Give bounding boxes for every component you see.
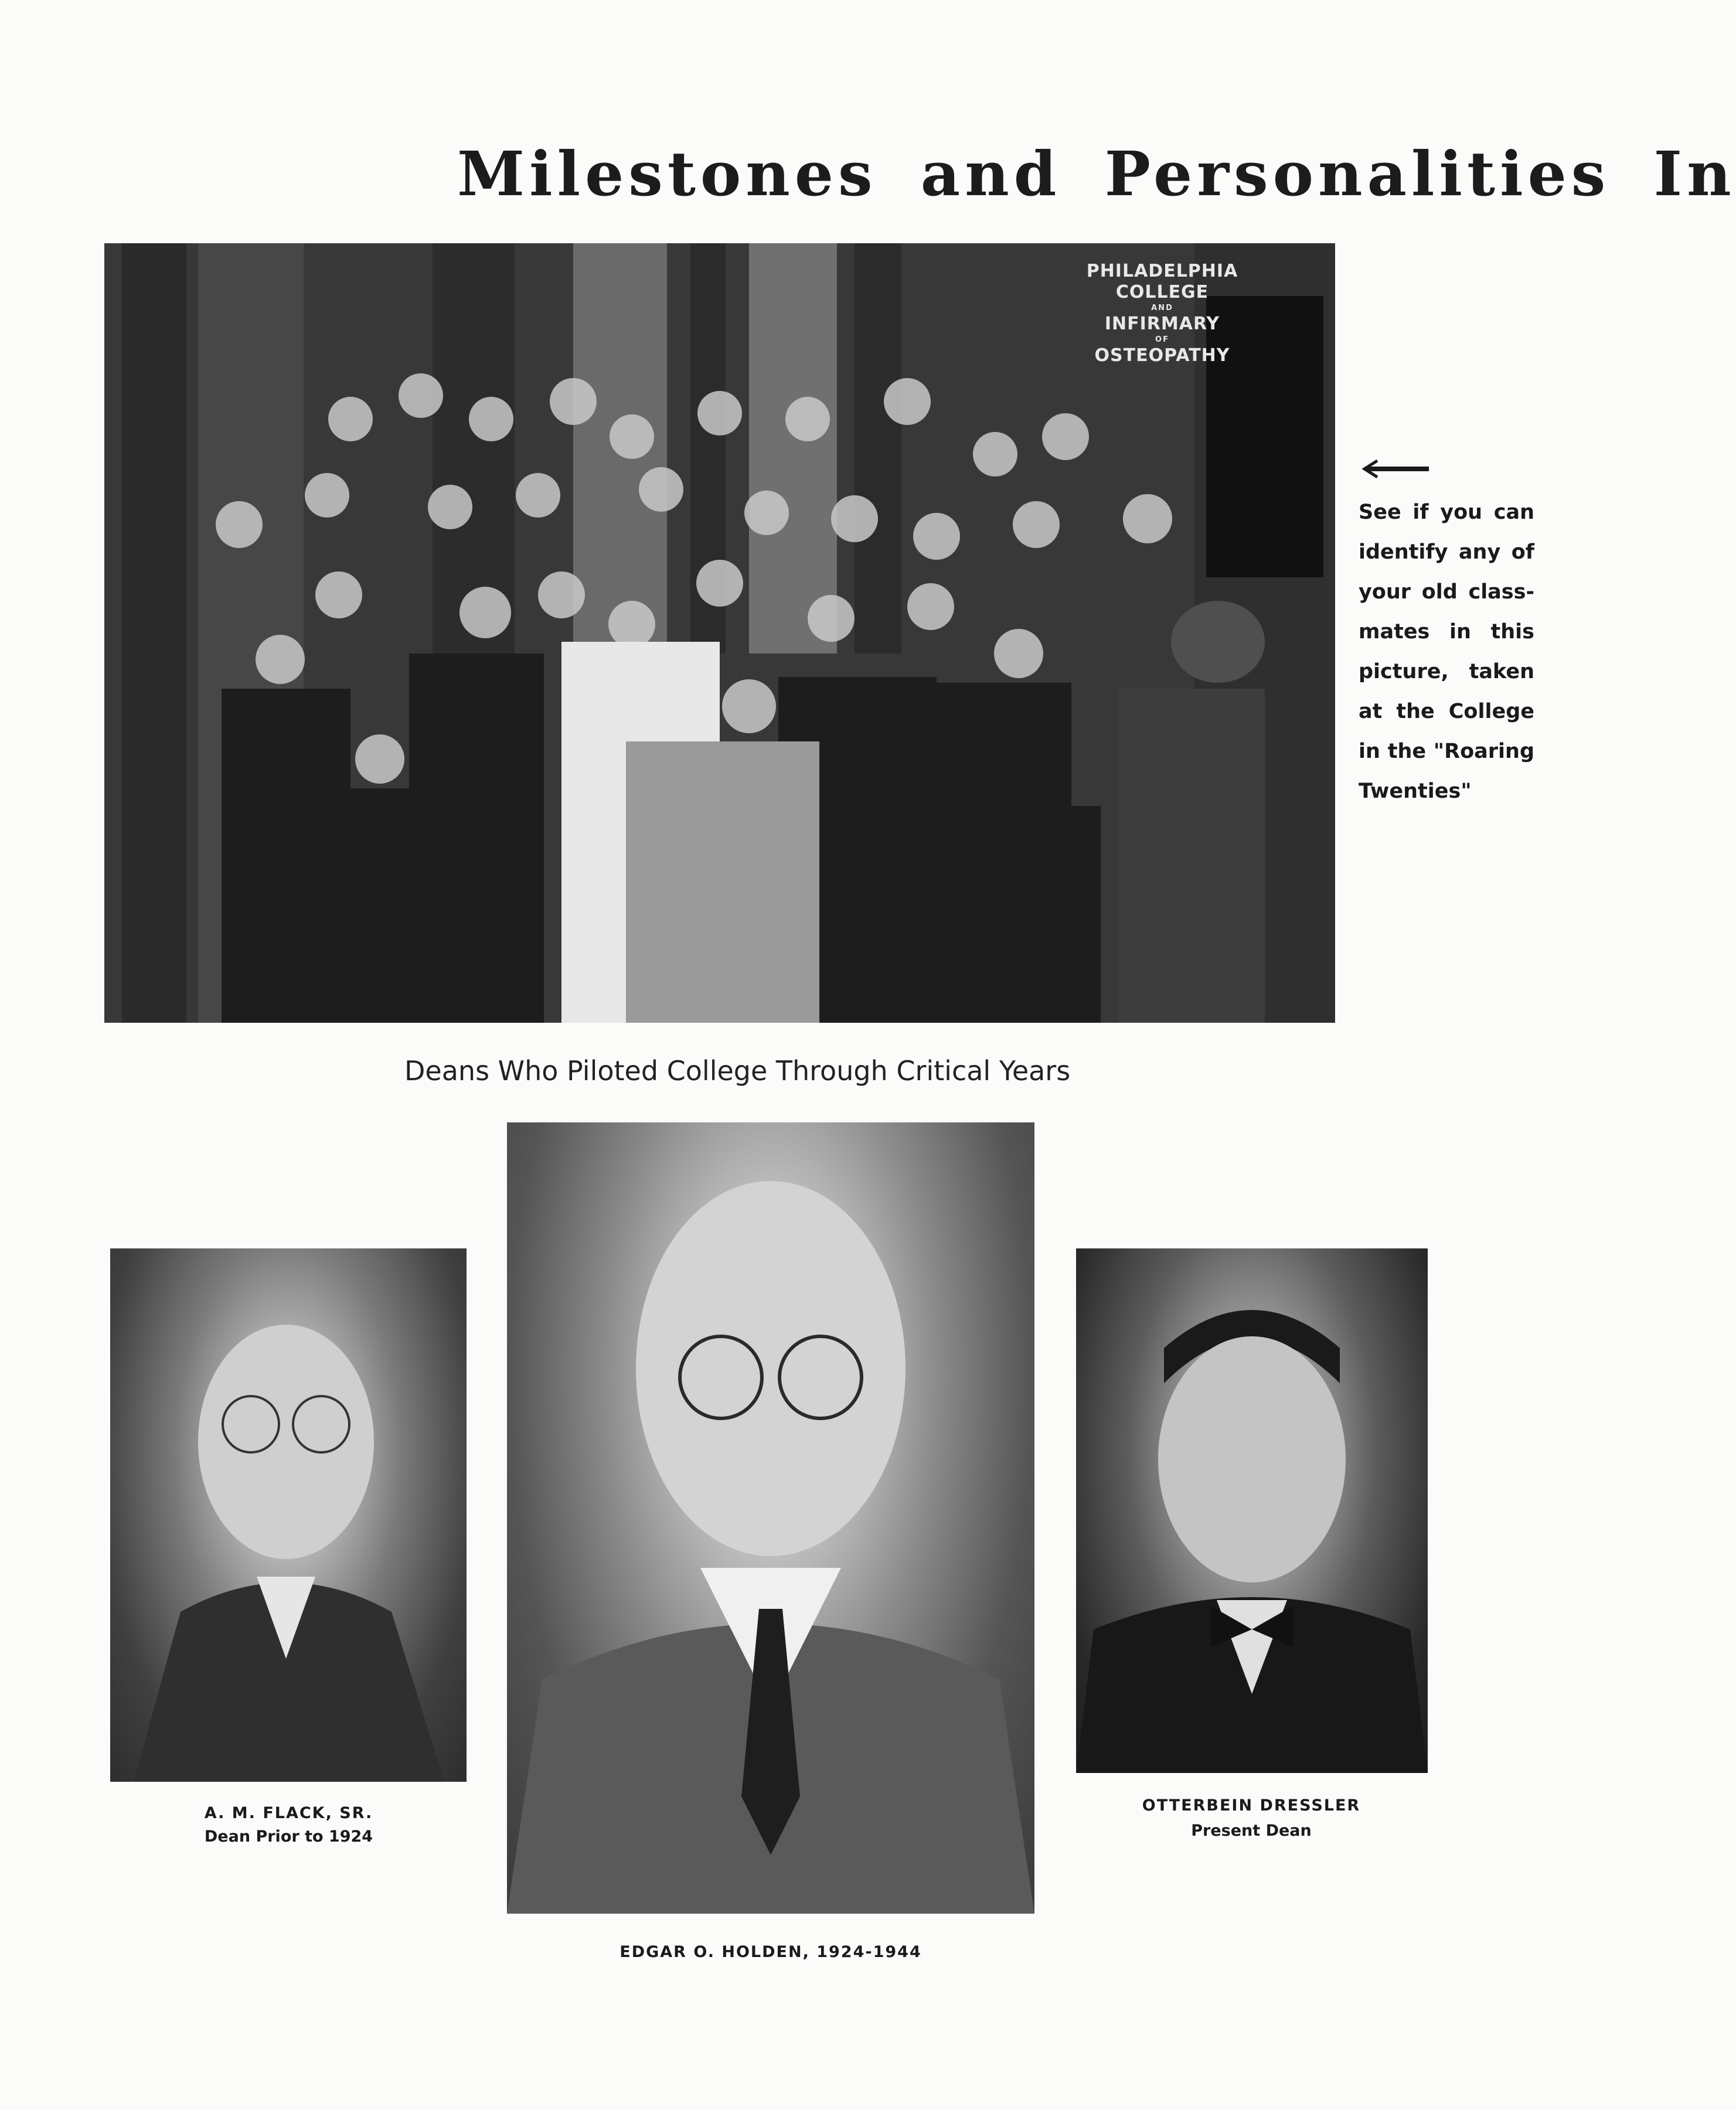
sign-line-3: AND <box>1151 304 1173 312</box>
building-sign <box>1083 261 1241 407</box>
sign-line-4: INFIRMARY <box>1104 314 1220 335</box>
sign-line-5: OF <box>1155 335 1169 345</box>
portrait-flack <box>110 1248 467 1782</box>
dean-name-holden: EDGAR O. HOLDEN, 1924-1944 <box>619 1943 922 1961</box>
section-title: Deans Who Piloted College Through Critical Years <box>404 1055 1071 1087</box>
dean-role-dressler: Present Dean <box>1191 1822 1312 1840</box>
group-photo-caption: See if you can identify any of your old class-mates in this picture, taken at the College in the "Roaring Twenties" <box>1359 501 1534 803</box>
group-photo <box>104 243 1335 1023</box>
sign-line-6: OSTEOPATHY <box>1094 345 1230 366</box>
portrait-dressler <box>1076 1248 1428 1773</box>
portrait-holden <box>507 1122 1034 1914</box>
dean-name-flack: A. M. FLACK, SR. <box>204 1804 373 1822</box>
dean-name-dressler: OTTERBEIN DRESSLER <box>1142 1796 1361 1815</box>
sign-line-2: COLLEGE <box>1115 282 1209 302</box>
page-headline: Milestones and Personalities In <box>457 138 1736 210</box>
sign-line-1: PHILADELPHIA <box>1086 261 1238 281</box>
dean-role-flack: Dean Prior to 1924 <box>204 1827 373 1846</box>
arrow-left-icon <box>1360 457 1430 481</box>
